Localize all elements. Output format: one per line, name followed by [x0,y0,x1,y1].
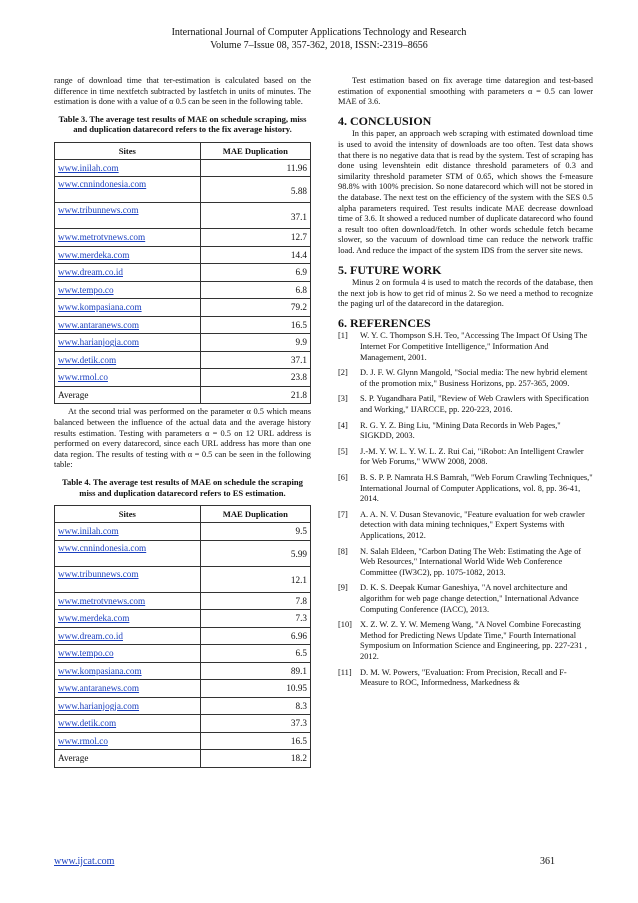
site-link[interactable]: www.tribunnews.com [58,205,139,216]
col-header-sites: Sites [55,506,201,523]
reference-number: [3] [338,394,348,404]
site-cell[interactable] [55,627,201,645]
table4-body [55,523,311,768]
reference-item [338,583,593,615]
reference-text: A. A. N. V. Dusan Stevanovic, "Feature evaluation for web crawler detection with data mining techniques," Expert Systems with Applications, 2012. [360,509,585,540]
table-row [55,316,311,334]
table-row [55,351,311,369]
mae-value-cell: 37.1 [200,203,310,229]
reference-item [338,473,593,505]
table-row [55,177,311,203]
site-link[interactable]: www.merdeka.com [58,613,130,624]
mae-value-cell: 5.88 [200,177,310,203]
table-row [55,159,311,177]
site-cell[interactable] [55,645,201,663]
site-cell[interactable] [55,246,201,264]
reference-item [338,447,593,468]
site-link[interactable]: www.kompasiana.com [58,665,142,676]
paragraph: Minus 2 on formula 4 is used to match the records of the database, then the next job is how to get rid of minus 2. So we need a method to recognize the paging url of the datarecord in the dataregion. [338,278,593,309]
reference-item [338,620,593,662]
journal-volume: Volume 7–Issue 08, 357-362, 2018, ISSN:-2319–8656 [210,40,428,51]
table-row [55,229,311,247]
left-column [54,76,311,768]
site-link[interactable]: www.metrotvnews.com [58,232,146,243]
site-link[interactable]: www.dream.co.id [58,630,123,641]
mae-value-cell: 37.1 [200,351,310,369]
site-cell[interactable] [55,523,201,541]
reference-number: [10] [338,620,352,630]
table3-body [55,159,311,404]
mae-value-cell: 7.3 [200,610,310,628]
reference-item [338,510,593,542]
table-row [55,386,311,404]
reference-item [338,547,593,579]
table-row [55,627,311,645]
reference-number: [9] [338,583,348,593]
table-row [55,750,311,768]
table-header-row [55,506,311,523]
site-link[interactable]: www.dream.co.id [58,267,123,278]
section-heading-conclusion: 4. CONCLUSION [338,113,432,128]
reference-text: D. M. W. Powers, "Evaluation: From Precision, Recall and F-Measure to ROC, Informedness, Markedness & [360,667,567,688]
site-cell[interactable] [55,203,201,229]
reference-text: R. G. Y. Z. Bing Liu, "Mining Data Records in Web Pages," SIGKDD, 2003. [360,420,561,441]
site-cell[interactable] [55,540,201,566]
table3 [54,142,311,405]
table-header-row [55,142,311,159]
table-row [55,299,311,317]
mae-value-cell: 9.9 [200,334,310,352]
right-column [338,76,593,694]
table-row [55,592,311,610]
table-row [55,566,311,592]
mae-value-cell: 12.1 [200,566,310,592]
table-row [55,369,311,387]
table4-caption: Table 4. The average test results of MAE on schedule the scraping miss and duplication datarecord refers to ES estimation. [62,477,303,498]
mae-value-cell: 8.3 [200,697,310,715]
table-row [55,732,311,750]
paragraph: range of download time that ter-estimation is calculated based on the difference in time nextfetch subtracted by lastfetch in units of minutes. The estimation is done with a value of α 0.5 can be seen in the following table. [54,76,311,107]
reference-number: [2] [338,368,348,378]
reference-item [338,668,593,689]
site-cell[interactable] [55,299,201,317]
site-link[interactable]: www.inilah.com [58,526,119,537]
reference-item [338,331,593,363]
mae-value-cell: 6.9 [200,264,310,282]
site-cell[interactable] [55,281,201,299]
reference-number: [11] [338,667,352,677]
site-link[interactable]: www.merdeka.com [58,249,130,260]
mae-value-cell: 12.7 [200,229,310,247]
mae-value-cell: 16.5 [200,732,310,750]
table-row [55,697,311,715]
mae-value-cell: 9.5 [200,523,310,541]
section-heading-references: 6. REFERENCES [338,315,431,330]
site-cell: Average [55,386,201,404]
mae-value-cell: 37.3 [200,715,310,733]
site-cell[interactable] [55,369,201,387]
site-cell[interactable] [55,697,201,715]
site-cell[interactable] [55,177,201,203]
reference-text: B. S. P. P. Namrata H.S Bamrah, "Web Forum Crawling Techniques," International Journal of Computer Applications, vol. 8, pp. 36-41, 2014. [360,473,593,504]
reference-number: [5] [338,446,348,456]
site-link[interactable]: www.rmol.co [58,735,108,746]
site-cell[interactable] [55,610,201,628]
journal-title: International Journal of Computer Applications Technology and Research [171,27,467,38]
reference-item [338,421,593,442]
reference-number: [8] [338,546,348,556]
site-link[interactable]: www.harianjogja.com [58,700,140,711]
site-link[interactable]: www.rmol.co [58,372,108,383]
table-row [55,523,311,541]
mae-value-cell: 5.99 [200,540,310,566]
table-row [55,203,311,229]
mae-value-cell: 7.8 [200,592,310,610]
mae-value-cell: 16.5 [200,316,310,334]
table-row [55,281,311,299]
reference-text: D. K. S. Deepak Kumar Ganeshiya, "A novel architecture and algorithm for web page change detection," International Advance Computing Conference (IACC), 2013. [360,583,579,614]
reference-number: [6] [338,473,348,482]
site-link[interactable]: www.cnnindonesia.com [58,179,147,190]
reference-number: [4] [338,420,348,430]
site-cell[interactable] [55,316,201,334]
site-cell[interactable] [55,566,201,592]
mae-value-cell: 10.95 [200,680,310,698]
reference-text: W. Y. C. Thompson S.H. Teo, "Accessing The Impact Of Using The Internet For Competitive Intelligence," Information And Management, 2001. [360,331,588,362]
site-cell[interactable] [55,680,201,698]
paragraph: Test estimation based on fix average time dataregion and test-based estimation of exponential smoothing with parameters α = 0.5 can lower MAE of 3.6. [338,76,593,107]
table-row [55,264,311,282]
reference-text: J.-M. Y. W. L. Y. W. L. Z. Rui Cai, "iRobot: An Intelligent Crawler for Web Forums," WWW 2008, 2008. [360,446,584,467]
references-list [338,331,593,688]
site-link[interactable]: www.tempo.co [58,284,114,295]
site-cell[interactable] [55,264,201,282]
site-link[interactable]: www.tribunnews.com [58,568,139,579]
reference-text: X. Z. W. Z. Y. W. Memeng Wang, "A Novel Combine Forecasting Method for Predicting News Update Time," Fourth International Symposium on Information Science and Engineering, pp. 227-231 , 2012. [360,620,587,661]
site-cell[interactable] [55,334,201,352]
reference-text: D. J. F. W. Glynn Mangold, "Social media: The new hybrid element of the promotion mix," Business Horizons, pp. 257-365, 2009. [360,368,588,388]
col-header-mae: MAE Duplication [200,506,310,523]
mae-value-cell: 6.5 [200,645,310,663]
site-link[interactable]: www.metrotvnews.com [58,595,146,606]
site-link[interactable]: www.antaranews.com [58,319,140,330]
reference-item [338,368,593,389]
table-row [55,610,311,628]
mae-value-cell: 23.8 [200,369,310,387]
site-link[interactable]: www.tempo.co [58,648,114,659]
paragraph: In this paper, an approach web scraping with estimated download time is used to avoid the intensity of downloads are too often. Test data shows that there is no negative data that is read by the system. Test of scraping has done using levenshtein edit distance threshold parameters of 0.3 and similarity threshold parameter STM of 0.65, which shows the f-measure 98.8% with 100% precision. So none datarecord which will not be stored in the database. The next test on the efficiency of the system with the SES 0.5 alpha parameters required. Test results indicate MAE decrease download time of 3.6. It showed a reduced number of duplicate datarecord who found a result too often download/fetch. In other words schedule fetch became slower, so the vacuum of download time can reduce the network traffic load. And reduce the impact of the system IDS from the server site news. [338,129,593,255]
table4 [54,505,311,768]
table-row [55,715,311,733]
section-heading-future-work: 5. FUTURE WORK [338,262,442,277]
mae-value-cell: 6.96 [200,627,310,645]
site-link[interactable]: www.inilah.com [58,162,119,173]
site-link[interactable]: www.cnnindonesia.com [58,542,147,553]
footer-url-link[interactable]: www.ijcat.com [54,856,115,867]
reference-text: S. P. Yugandhara Patil, "Review of Web Crawlers with Specification and Working," IJARCCE, pp. 220-223, 2016. [360,394,589,415]
site-link[interactable]: www.harianjogja.com [58,337,140,348]
table-row [55,645,311,663]
reference-number: [7] [338,509,348,519]
mae-value-cell: 79.2 [200,299,310,317]
site-link[interactable]: www.antaranews.com [58,683,140,694]
reference-number: [1] [338,331,348,341]
site-cell[interactable] [55,662,201,680]
reference-text: N. Salah Eldeen, "Carbon Dating The Web: Estimating the Age of Web Resources," International World Wide Web Conference Committee (IW3C2), pp. 1075-1082, 2013. [360,546,582,577]
table-row [55,246,311,264]
page-number: 361 [540,856,555,867]
col-header-sites: Sites [55,142,201,159]
col-header-mae: MAE Duplication [200,142,310,159]
mae-value-cell: 18.2 [200,750,310,768]
paragraph: At the second trial was performed on the parameter α 0.5 which means balanced between the influence of the actual data and the average history results estimation. Testing with parameters α = 0.5 on 12 URL address is performed on every datarecord, since each URL address has more than one data region. The results of testing with α = 0.5 can be seen in the following table: [54,407,311,470]
journal-header [0,26,638,52]
site-cell[interactable] [55,159,201,177]
site-link[interactable]: www.detik.com [58,718,117,729]
mae-value-cell: 6.8 [200,281,310,299]
mae-value-cell: 89.1 [200,662,310,680]
site-cell[interactable] [55,351,201,369]
site-cell[interactable] [55,715,201,733]
site-cell[interactable] [55,592,201,610]
table-row [55,680,311,698]
site-cell: Average [55,750,201,768]
table-row [55,662,311,680]
table3-caption: Table 3. The average test results of MAE on schedule scraping, miss and duplication datarecord refers to the fix average history. [58,113,307,135]
reference-item [338,394,593,415]
mae-value-cell: 21.8 [200,386,310,404]
table-row [55,540,311,566]
mae-value-cell: 11.96 [200,159,310,177]
site-link[interactable]: www.kompasiana.com [58,302,142,313]
site-link[interactable]: www.detik.com [58,354,117,365]
table-row [55,334,311,352]
site-cell[interactable] [55,229,201,247]
mae-value-cell: 14.4 [200,246,310,264]
site-cell[interactable] [55,732,201,750]
